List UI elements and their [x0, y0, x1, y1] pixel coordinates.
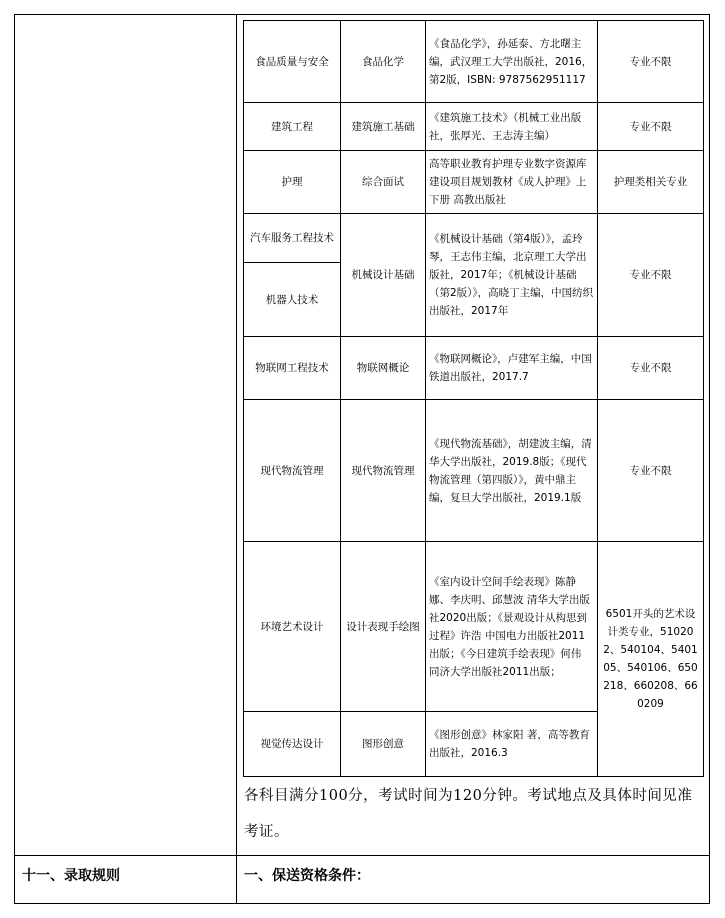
requirement-cell: 专业不限 — [598, 21, 704, 103]
subject-cell: 设计表现手绘图 — [341, 542, 426, 712]
row-divider — [14, 855, 710, 856]
major-cell: 机器人技术 — [244, 263, 341, 337]
subject-cell: 物联网概论 — [341, 337, 426, 400]
book-cell: 《图形创意》林家阳 著，高等教育出版社，2016.3 — [426, 712, 598, 777]
requirement-cell: 专业不限 — [598, 103, 704, 151]
major-cell: 汽车服务工程技术 — [244, 214, 341, 263]
requirement-cell: 专业不限 — [598, 337, 704, 400]
table-row — [244, 337, 704, 400]
requirement-cell: 专业不限 — [598, 214, 704, 337]
major-cell: 环境艺术设计 — [244, 542, 341, 712]
major-cell: 物联网工程技术 — [244, 337, 341, 400]
exam-note: 各科目满分100分，考试时间为120分钟。考试地点及具体时间见准考证。 — [244, 788, 693, 840]
book-cell: 《室内设计空间手绘表现》陈静娜、李庆明、邱慧波 清华大学出版社2020出版；《景观设计从构思到过程》许浩 中国电力出版社2011出版；《今日建筑手绘表现》何伟 同济大学出版社2011出版； — [426, 542, 598, 712]
table-row — [244, 542, 704, 712]
subject-cell: 现代物流管理 — [341, 400, 426, 542]
table-row — [244, 103, 704, 151]
subject-cell: 图形创意 — [341, 712, 426, 777]
major-cell: 食品质量与安全 — [244, 21, 341, 103]
book-cell: 高等职业教育护理专业数字资源库建设项目规划教材《成人护理》上下册 高教出版社 — [426, 151, 598, 214]
exam-subject-table — [243, 20, 704, 777]
table-row — [244, 151, 704, 214]
section-text: 一、保送资格条件： — [244, 868, 370, 884]
requirement-cell: 6501开头的艺术设计类专业，510202、540104、540105、540106、650218、660208、660209 — [598, 542, 704, 777]
table-row — [244, 21, 704, 103]
table-row — [244, 214, 704, 263]
major-cell: 建筑工程 — [244, 103, 341, 151]
requirement-cell: 护理类相关专业 — [598, 151, 704, 214]
subject-cell: 建筑施工基础 — [341, 103, 426, 151]
major-cell: 护理 — [244, 151, 341, 214]
book-cell: 《食品化学》，孙延泰、方北曙主编，武汉理工大学出版社，2016，第2版，ISBN: 9787562951117 — [426, 21, 598, 103]
table-row — [244, 400, 704, 542]
requirement-cell: 专业不限 — [598, 400, 704, 542]
book-cell: 《机械设计基础（第4版）》，孟玲琴，王志伟主编，北京理工大学出版社，2017年；《机械设计基础（第2版）》，高晓丁主编，中国纺织出版社，2017年 — [426, 214, 598, 337]
major-cell: 视觉传达设计 — [244, 712, 341, 777]
book-cell: 《建筑施工技术》（机械工业出版社，张厚光、王志涛主编） — [426, 103, 598, 151]
column-divider — [236, 14, 237, 904]
major-cell: 现代物流管理 — [244, 400, 341, 542]
subject-cell: 机械设计基础 — [341, 214, 426, 337]
book-cell: 《现代物流基础》，胡建波主编，清华大学出版社，2019.8版；《现代物流管理（第四版）》，黄中鼎主编，复旦大学出版社，2019.1版 — [426, 400, 598, 542]
subject-cell: 食品化学 — [341, 21, 426, 103]
section-label: 十一、录取规则 — [22, 868, 120, 884]
book-cell: 《物联网概论》，卢建军主编，中国铁道出版社，2017.7 — [426, 337, 598, 400]
subject-cell: 综合面试 — [341, 151, 426, 214]
